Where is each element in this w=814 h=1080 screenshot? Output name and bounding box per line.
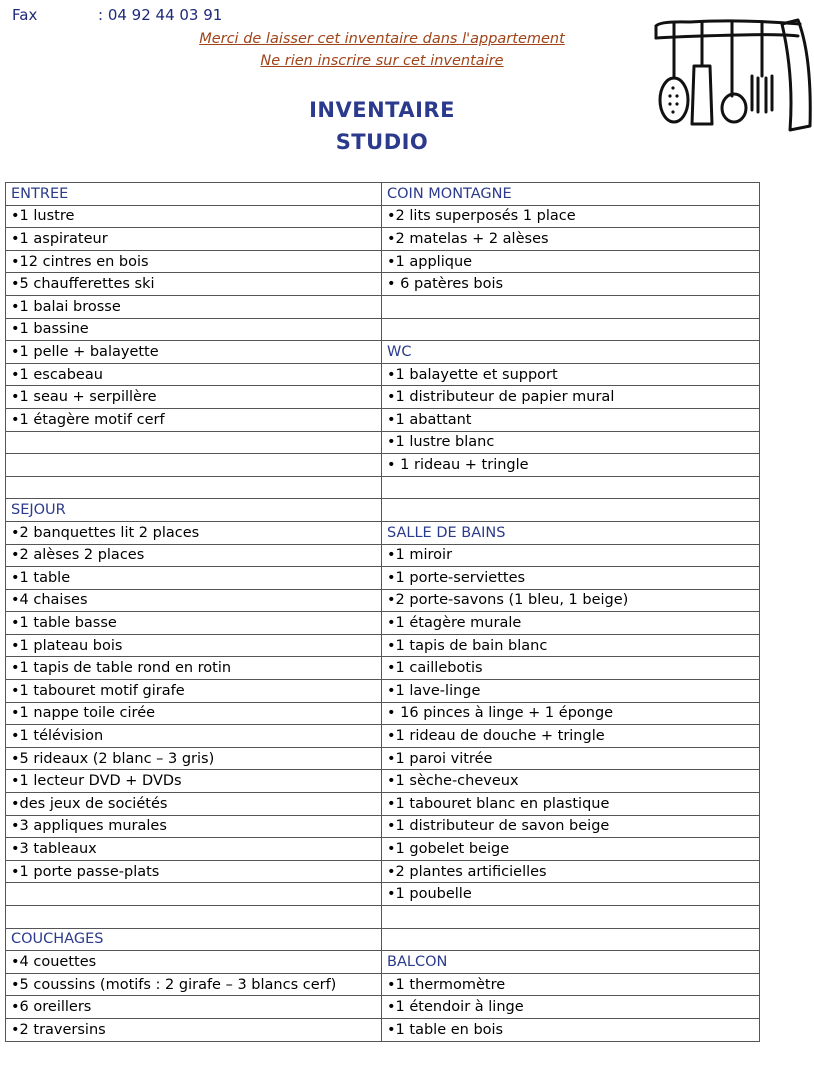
table-row: [6, 928, 760, 951]
section-heading: SEJOUR: [6, 499, 382, 522]
inventory-item: [6, 883, 382, 906]
table-row: [6, 183, 760, 206]
table-row: [6, 973, 760, 996]
table-row: [6, 476, 760, 499]
inventory-item: •1 tapis de bain blanc: [382, 634, 760, 657]
inventory-item: [382, 906, 760, 929]
table-row: [6, 951, 760, 974]
notice-keep-inventory: Merci de laisser cet inventaire dans l'appartement: [199, 31, 565, 47]
inventory-item: •3 appliques murales: [6, 815, 382, 838]
table-row: [6, 883, 760, 906]
inventory-item: •1 rideau de douche + tringle: [382, 725, 760, 748]
table-row: [6, 612, 760, 635]
inventory-item: •1 étagère murale: [382, 612, 760, 635]
inventory-item: •2 plantes artificielles: [382, 860, 760, 883]
table-row: [6, 205, 760, 228]
inventory-item: •1 table: [6, 567, 382, 590]
inventory-item: [382, 499, 760, 522]
fax-label: Fax: [12, 6, 38, 24]
table-row: [6, 318, 760, 341]
inventory-item: •2 banquettes lit 2 places: [6, 521, 382, 544]
inventory-item: •1 lustre blanc: [382, 431, 760, 454]
inventory-item: [6, 431, 382, 454]
inventory-item: •4 chaises: [6, 589, 382, 612]
table-row: [6, 1018, 760, 1041]
inventory-item: •1 porte-serviettes: [382, 567, 760, 590]
table-row: [6, 589, 760, 612]
inventory-item: •1 télévision: [6, 725, 382, 748]
inventory-item: • 6 patères bois: [382, 273, 760, 296]
inventory-item: •1 caillebotis: [382, 657, 760, 680]
section-heading: COUCHAGES: [6, 928, 382, 951]
inventory-table: [5, 182, 760, 1042]
inventory-item: •1 seau + serpillère: [6, 386, 382, 409]
section-heading: BALCON: [382, 951, 760, 974]
inventory-item: •1 escabeau: [6, 363, 382, 386]
page-title: INVENTAIRE: [309, 98, 455, 122]
table-row: [6, 860, 760, 883]
inventory-item: •2 porte-savons (1 bleu, 1 beige): [382, 589, 760, 612]
table-row: [6, 341, 760, 364]
inventory-item: [6, 476, 382, 499]
table-row: [6, 567, 760, 590]
inventory-item: •1 distributeur de savon beige: [382, 815, 760, 838]
inventory-item: [382, 476, 760, 499]
table-row: [6, 431, 760, 454]
inventory-item: •2 traversins: [6, 1018, 382, 1041]
inventory-item: •5 coussins (motifs : 2 girafe – 3 blancs cerf): [6, 973, 382, 996]
fax-line: [12, 6, 223, 24]
inventory-item: [6, 454, 382, 477]
inventory-item: •5 chaufferettes ski: [6, 273, 382, 296]
inventory-item: •1 plateau bois: [6, 634, 382, 657]
table-row: [6, 273, 760, 296]
inventory-item: •1 bassine: [6, 318, 382, 341]
table-row: [6, 386, 760, 409]
inventory-item: •1 paroi vitrée: [382, 747, 760, 770]
section-heading: ENTREE: [6, 183, 382, 206]
inventory-item: •1 sèche-cheveux: [382, 770, 760, 793]
inventory-item: •1 miroir: [382, 544, 760, 567]
inventory-item: •1 nappe toile cirée: [6, 702, 382, 725]
inventory-item: •2 matelas + 2 alèses: [382, 228, 760, 251]
page-subtitle: STUDIO: [335, 130, 429, 154]
inventory-item: •des jeux de sociétés: [6, 793, 382, 816]
notice-do-not-write: Ne rien inscrire sur cet inventaire: [260, 53, 504, 69]
inventory-item: •1 tabouret motif girafe: [6, 680, 382, 703]
inventory-item: •1 aspirateur: [6, 228, 382, 251]
inventory-item: •1 gobelet beige: [382, 838, 760, 861]
table-row: [6, 295, 760, 318]
inventory-item: [382, 318, 760, 341]
inventory-item: •1 abattant: [382, 408, 760, 431]
kitchen-utensils-icon: [650, 16, 814, 138]
inventory-item: •1 pelle + balayette: [6, 341, 382, 364]
inventory-item: •4 couettes: [6, 951, 382, 974]
table-row: [6, 996, 760, 1019]
inventory-item: • 16 pinces à linge + 1 éponge: [382, 702, 760, 725]
inventory-item: •1 étagère motif cerf: [6, 408, 382, 431]
table-row: [6, 815, 760, 838]
table-row: [6, 521, 760, 544]
table-row: [6, 363, 760, 386]
inventory-item: •1 lecteur DVD + DVDs: [6, 770, 382, 793]
table-row: [6, 725, 760, 748]
inventory-item: •1 balayette et support: [382, 363, 760, 386]
inventory-item: •1 lave-linge: [382, 680, 760, 703]
table-row: [6, 228, 760, 251]
inventory-item: [382, 928, 760, 951]
inventory-item: •2 lits superposés 1 place: [382, 205, 760, 228]
table-row: [6, 793, 760, 816]
inventory-item: •1 tapis de table rond en rotin: [6, 657, 382, 680]
table-row: [6, 544, 760, 567]
table-row: [6, 906, 760, 929]
inventory-item: •1 lustre: [6, 205, 382, 228]
inventory-item: [6, 906, 382, 929]
inventory-item: •1 distributeur de papier mural: [382, 386, 760, 409]
table-row: [6, 657, 760, 680]
table-row: [6, 702, 760, 725]
inventory-item: •1 poubelle: [382, 883, 760, 906]
section-heading: WC: [382, 341, 760, 364]
inventory-item: •1 porte passe-plats: [6, 860, 382, 883]
inventory-item: •1 thermomètre: [382, 973, 760, 996]
section-heading: COIN MONTAGNE: [382, 183, 760, 206]
table-row: [6, 634, 760, 657]
inventory-item: •1 tabouret blanc en plastique: [382, 793, 760, 816]
inventory-item: •1 table basse: [6, 612, 382, 635]
inventory-item: •1 balai brosse: [6, 295, 382, 318]
section-heading: SALLE DE BAINS: [382, 521, 760, 544]
inventory-item: •5 rideaux (2 blanc – 3 gris): [6, 747, 382, 770]
inventory-item: [382, 295, 760, 318]
table-row: [6, 770, 760, 793]
table-row: [6, 250, 760, 273]
inventory-item: •1 applique: [382, 250, 760, 273]
inventory-item: •1 table en bois: [382, 1018, 760, 1041]
table-row: [6, 499, 760, 522]
inventory-item: •6 oreillers: [6, 996, 382, 1019]
table-row: [6, 747, 760, 770]
table-row: [6, 838, 760, 861]
inventory-item: •1 étendoir à linge: [382, 996, 760, 1019]
table-row: [6, 408, 760, 431]
fax-number: : 04 92 44 03 91: [98, 6, 223, 24]
inventory-item: •2 alèses 2 places: [6, 544, 382, 567]
inventory-item: •3 tableaux: [6, 838, 382, 861]
inventory-item: •12 cintres en bois: [6, 250, 382, 273]
inventory-item: • 1 rideau + tringle: [382, 454, 760, 477]
table-row: [6, 680, 760, 703]
table-row: [6, 454, 760, 477]
